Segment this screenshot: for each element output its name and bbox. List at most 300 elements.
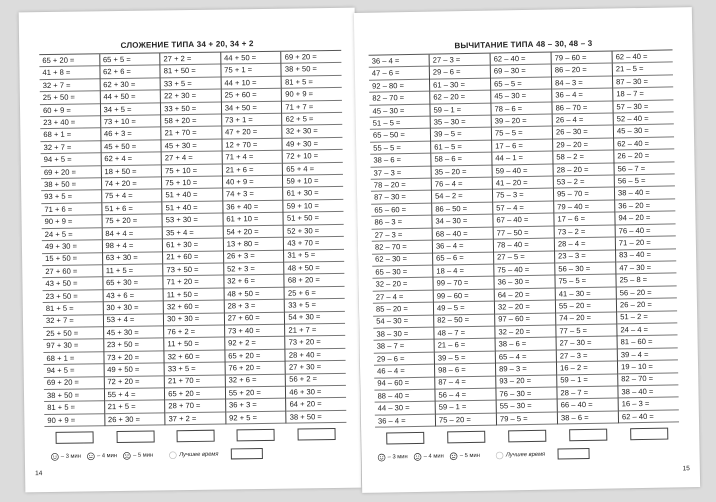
exercise-cell[interactable] — [614, 150, 674, 163]
exercise-cell[interactable] — [222, 151, 282, 164]
exercise-cell[interactable] — [555, 238, 615, 251]
exercise-cell[interactable] — [100, 53, 160, 66]
exercise-cell[interactable] — [285, 311, 345, 324]
exercise-cell[interactable] — [100, 66, 160, 79]
exercise-cell[interactable] — [494, 239, 554, 252]
exercise-cell[interactable] — [492, 152, 552, 165]
exercise-cell[interactable] — [435, 364, 495, 377]
best-time-box[interactable] — [230, 448, 262, 459]
exercise-cell[interactable] — [373, 328, 433, 341]
exercise-cell[interactable] — [221, 77, 281, 90]
exercise-cell[interactable] — [284, 237, 344, 250]
exercise-cell[interactable] — [372, 241, 432, 254]
exercise-cell[interactable] — [369, 55, 429, 68]
exercise-cell[interactable] — [163, 226, 223, 239]
exercise-cell[interactable] — [430, 66, 490, 79]
exercise-cell[interactable] — [374, 377, 434, 390]
exercise-cell[interactable] — [615, 187, 675, 200]
exercise-cell[interactable] — [282, 63, 342, 76]
exercise-cell[interactable] — [164, 338, 224, 351]
exercise-cell[interactable] — [616, 274, 676, 287]
exercise-cell[interactable] — [556, 300, 616, 313]
exercise-cell[interactable] — [222, 101, 282, 114]
exercise-cell[interactable] — [618, 385, 678, 398]
exercise-cell[interactable] — [616, 224, 676, 237]
exercise-cell[interactable] — [615, 199, 675, 212]
exercise-cell[interactable] — [375, 402, 435, 415]
exercise-cell[interactable] — [496, 363, 556, 376]
exercise-cell[interactable] — [283, 175, 343, 188]
exercise-cell[interactable] — [554, 163, 614, 176]
time-answer-box[interactable] — [569, 429, 607, 442]
exercise-cell[interactable] — [43, 302, 103, 315]
exercise-cell[interactable] — [101, 128, 161, 141]
exercise-cell[interactable] — [436, 413, 496, 426]
exercise-cell[interactable] — [225, 325, 285, 338]
time-answer-box[interactable] — [508, 430, 546, 443]
exercise-cell[interactable] — [374, 365, 434, 378]
exercise-cell[interactable] — [286, 349, 346, 362]
exercise-cell[interactable] — [225, 337, 285, 350]
exercise-cell[interactable] — [165, 400, 225, 413]
exercise-cell[interactable] — [436, 401, 496, 414]
exercise-cell[interactable] — [494, 226, 554, 239]
exercise-cell[interactable] — [614, 162, 674, 175]
exercise-cell[interactable] — [163, 214, 223, 227]
exercise-cell[interactable] — [42, 240, 102, 253]
exercise-cell[interactable] — [226, 374, 286, 387]
exercise-cell[interactable] — [555, 225, 615, 238]
exercise-cell[interactable] — [496, 375, 556, 388]
exercise-cell[interactable] — [432, 215, 492, 228]
exercise-cell[interactable] — [225, 312, 285, 325]
exercise-cell[interactable] — [165, 375, 225, 388]
exercise-cell[interactable] — [614, 137, 674, 150]
exercise-cell[interactable] — [370, 154, 430, 167]
exercise-cell[interactable] — [43, 290, 103, 303]
exercise-cell[interactable] — [102, 239, 162, 252]
exercise-cell[interactable] — [618, 373, 678, 386]
exercise-cell[interactable] — [554, 188, 614, 201]
exercise-cell[interactable] — [433, 264, 493, 277]
exercise-cell[interactable] — [369, 92, 429, 105]
exercise-cell[interactable] — [617, 286, 677, 299]
exercise-cell[interactable] — [221, 52, 281, 65]
exercise-cell[interactable] — [105, 401, 165, 414]
exercise-cell[interactable] — [41, 191, 101, 204]
exercise-cell[interactable] — [224, 263, 284, 276]
exercise-cell[interactable] — [102, 177, 162, 190]
exercise-cell[interactable] — [435, 339, 495, 352]
exercise-cell[interactable] — [40, 116, 100, 129]
exercise-cell[interactable] — [496, 338, 556, 351]
exercise-cell[interactable] — [497, 412, 557, 425]
exercise-cell[interactable] — [104, 339, 164, 352]
exercise-cell[interactable] — [102, 215, 162, 228]
exercise-cell[interactable] — [371, 179, 431, 192]
exercise-cell[interactable] — [39, 54, 99, 67]
exercise-cell[interactable] — [434, 314, 494, 327]
exercise-cell[interactable] — [557, 362, 617, 375]
exercise-cell[interactable] — [41, 203, 101, 216]
exercise-cell[interactable] — [282, 88, 342, 101]
exercise-cell[interactable] — [619, 398, 679, 411]
exercise-cell[interactable] — [226, 399, 286, 412]
exercise-cell[interactable] — [555, 275, 615, 288]
exercise-cell[interactable] — [161, 115, 221, 128]
exercise-cell[interactable] — [495, 288, 555, 301]
exercise-cell[interactable] — [430, 54, 490, 67]
exercise-cell[interactable] — [285, 299, 345, 312]
exercise-cell[interactable] — [619, 410, 679, 423]
exercise-cell[interactable] — [284, 225, 344, 238]
exercise-cell[interactable] — [434, 289, 494, 302]
exercise-cell[interactable] — [165, 363, 225, 376]
exercise-cell[interactable] — [41, 166, 101, 179]
exercise-cell[interactable] — [39, 67, 99, 80]
exercise-cell[interactable] — [43, 352, 103, 365]
exercise-cell[interactable] — [430, 78, 490, 91]
exercise-cell[interactable] — [554, 200, 614, 213]
exercise-cell[interactable] — [432, 178, 492, 191]
exercise-cell[interactable] — [613, 100, 673, 113]
exercise-cell[interactable] — [164, 313, 224, 326]
exercise-cell[interactable] — [495, 325, 555, 338]
exercise-cell[interactable] — [222, 126, 282, 139]
exercise-cell[interactable] — [285, 324, 345, 337]
exercise-cell[interactable] — [102, 227, 162, 240]
exercise-cell[interactable] — [105, 413, 165, 426]
exercise-cell[interactable] — [285, 287, 345, 300]
exercise-cell[interactable] — [371, 216, 431, 229]
exercise-cell[interactable] — [373, 315, 433, 328]
exercise-cell[interactable] — [434, 327, 494, 340]
exercise-cell[interactable] — [225, 362, 285, 375]
time-answer-box[interactable] — [447, 431, 485, 444]
exercise-cell[interactable] — [497, 400, 557, 413]
exercise-cell[interactable] — [431, 116, 491, 129]
exercise-cell[interactable] — [286, 361, 346, 374]
exercise-cell[interactable] — [40, 104, 100, 117]
exercise-cell[interactable] — [42, 265, 102, 278]
exercise-cell[interactable] — [101, 153, 161, 166]
exercise-cell[interactable] — [104, 364, 164, 377]
exercise-cell[interactable] — [285, 262, 345, 275]
exercise-cell[interactable] — [553, 114, 613, 127]
exercise-cell[interactable] — [433, 227, 493, 240]
exercise-cell[interactable] — [372, 228, 432, 241]
exercise-cell[interactable] — [104, 326, 164, 339]
exercise-cell[interactable] — [552, 51, 612, 64]
time-answer-box[interactable] — [116, 431, 154, 444]
exercise-cell[interactable] — [41, 178, 101, 191]
exercise-cell[interactable] — [103, 252, 163, 265]
exercise-cell[interactable] — [226, 387, 286, 400]
exercise-cell[interactable] — [552, 76, 612, 89]
exercise-cell[interactable] — [435, 376, 495, 389]
exercise-cell[interactable] — [432, 165, 492, 178]
exercise-cell[interactable] — [44, 414, 104, 427]
exercise-cell[interactable] — [371, 166, 431, 179]
exercise-cell[interactable] — [105, 388, 165, 401]
exercise-cell[interactable] — [222, 114, 282, 127]
exercise-cell[interactable] — [558, 411, 618, 424]
exercise-cell[interactable] — [42, 278, 102, 291]
exercise-cell[interactable] — [369, 79, 429, 92]
exercise-cell[interactable] — [617, 311, 677, 324]
exercise-cell[interactable] — [43, 315, 103, 328]
exercise-cell[interactable] — [284, 249, 344, 262]
exercise-cell[interactable] — [616, 261, 676, 274]
exercise-cell[interactable] — [492, 127, 552, 140]
exercise-cell[interactable] — [554, 213, 614, 226]
exercise-cell[interactable] — [283, 125, 343, 138]
exercise-cell[interactable] — [491, 53, 551, 66]
exercise-cell[interactable] — [284, 200, 344, 213]
exercise-cell[interactable] — [165, 350, 225, 363]
exercise-cell[interactable] — [282, 51, 342, 64]
exercise-cell[interactable] — [370, 129, 430, 142]
exercise-cell[interactable] — [164, 301, 224, 314]
exercise-cell[interactable] — [226, 411, 286, 424]
exercise-cell[interactable] — [285, 274, 345, 287]
exercise-cell[interactable] — [221, 64, 281, 77]
exercise-cell[interactable] — [224, 287, 284, 300]
exercise-cell[interactable] — [373, 303, 433, 316]
exercise-cell[interactable] — [372, 278, 432, 291]
exercise-cell[interactable] — [494, 251, 554, 264]
exercise-cell[interactable] — [617, 323, 677, 336]
exercise-cell[interactable] — [552, 101, 612, 114]
exercise-cell[interactable] — [224, 275, 284, 288]
exercise-cell[interactable] — [493, 177, 553, 190]
exercise-cell[interactable] — [103, 302, 163, 315]
exercise-cell[interactable] — [103, 277, 163, 290]
exercise-cell[interactable] — [101, 165, 161, 178]
exercise-cell[interactable] — [162, 152, 222, 165]
exercise-cell[interactable] — [613, 50, 673, 63]
exercise-cell[interactable] — [431, 153, 491, 166]
exercise-cell[interactable] — [223, 213, 283, 226]
exercise-cell[interactable] — [553, 151, 613, 164]
exercise-cell[interactable] — [284, 212, 344, 225]
exercise-cell[interactable] — [615, 212, 675, 225]
exercise-cell[interactable] — [42, 216, 102, 229]
exercise-cell[interactable] — [614, 112, 674, 125]
exercise-cell[interactable] — [223, 225, 283, 238]
exercise-cell[interactable] — [165, 412, 225, 425]
exercise-cell[interactable] — [162, 139, 222, 152]
time-answer-box[interactable] — [177, 430, 215, 443]
exercise-cell[interactable] — [493, 189, 553, 202]
exercise-cell[interactable] — [164, 325, 224, 338]
exercise-cell[interactable] — [615, 174, 675, 187]
exercise-cell[interactable] — [369, 67, 429, 80]
exercise-cell[interactable] — [162, 189, 222, 202]
exercise-cell[interactable] — [283, 138, 343, 151]
exercise-cell[interactable] — [286, 373, 346, 386]
exercise-cell[interactable] — [432, 190, 492, 203]
exercise-cell[interactable] — [373, 290, 433, 303]
exercise-cell[interactable] — [431, 128, 491, 141]
exercise-cell[interactable] — [433, 252, 493, 265]
exercise-cell[interactable] — [161, 90, 221, 103]
exercise-cell[interactable] — [103, 264, 163, 277]
exercise-cell[interactable] — [495, 313, 555, 326]
exercise-cell[interactable] — [100, 91, 160, 104]
exercise-cell[interactable] — [40, 129, 100, 142]
exercise-cell[interactable] — [282, 100, 342, 113]
exercise-cell[interactable] — [100, 78, 160, 91]
exercise-cell[interactable] — [433, 277, 493, 290]
exercise-cell[interactable] — [496, 387, 556, 400]
exercise-cell[interactable] — [491, 90, 551, 103]
exercise-cell[interactable] — [163, 263, 223, 276]
exercise-cell[interactable] — [613, 88, 673, 101]
exercise-cell[interactable] — [163, 251, 223, 264]
exercise-cell[interactable] — [616, 236, 676, 249]
exercise-cell[interactable] — [433, 240, 493, 253]
exercise-cell[interactable] — [491, 77, 551, 90]
exercise-cell[interactable] — [283, 163, 343, 176]
exercise-cell[interactable] — [552, 89, 612, 102]
exercise-cell[interactable] — [618, 361, 678, 374]
exercise-cell[interactable] — [491, 65, 551, 78]
exercise-cell[interactable] — [224, 300, 284, 313]
exercise-cell[interactable] — [494, 263, 554, 276]
time-answer-box[interactable] — [297, 428, 335, 441]
exercise-cell[interactable] — [430, 103, 490, 116]
time-answer-box[interactable] — [630, 428, 668, 441]
exercise-cell[interactable] — [556, 312, 616, 325]
exercise-cell[interactable] — [618, 348, 678, 361]
exercise-cell[interactable] — [225, 349, 285, 362]
exercise-cell[interactable] — [223, 201, 283, 214]
exercise-cell[interactable] — [223, 176, 283, 189]
exercise-cell[interactable] — [163, 239, 223, 252]
best-time-box[interactable] — [557, 448, 589, 460]
exercise-cell[interactable] — [163, 201, 223, 214]
time-answer-box[interactable] — [237, 429, 275, 442]
exercise-cell[interactable] — [161, 77, 221, 90]
exercise-cell[interactable] — [556, 324, 616, 337]
exercise-cell[interactable] — [556, 287, 616, 300]
exercise-cell[interactable] — [371, 191, 431, 204]
exercise-cell[interactable] — [162, 164, 222, 177]
exercise-cell[interactable] — [435, 389, 495, 402]
exercise-cell[interactable] — [430, 91, 490, 104]
exercise-cell[interactable] — [222, 139, 282, 152]
exercise-cell[interactable] — [555, 250, 615, 263]
exercise-cell[interactable] — [102, 202, 162, 215]
exercise-cell[interactable] — [287, 411, 347, 424]
exercise-cell[interactable] — [618, 336, 678, 349]
exercise-cell[interactable] — [372, 253, 432, 266]
exercise-cell[interactable] — [370, 117, 430, 130]
exercise-cell[interactable] — [557, 349, 617, 362]
exercise-cell[interactable] — [160, 53, 220, 66]
exercise-cell[interactable] — [40, 141, 100, 154]
exercise-cell[interactable] — [553, 138, 613, 151]
exercise-cell[interactable] — [616, 249, 676, 262]
exercise-cell[interactable] — [374, 352, 434, 365]
exercise-cell[interactable] — [558, 399, 618, 412]
exercise-cell[interactable] — [613, 75, 673, 88]
exercise-cell[interactable] — [283, 150, 343, 163]
exercise-cell[interactable] — [557, 337, 617, 350]
exercise-cell[interactable] — [43, 327, 103, 340]
time-answer-box[interactable] — [387, 432, 425, 445]
exercise-cell[interactable] — [493, 214, 553, 227]
exercise-cell[interactable] — [164, 288, 224, 301]
exercise-cell[interactable] — [161, 102, 221, 115]
exercise-cell[interactable] — [40, 91, 100, 104]
exercise-cell[interactable] — [224, 238, 284, 251]
exercise-cell[interactable] — [374, 340, 434, 353]
exercise-cell[interactable] — [104, 376, 164, 389]
exercise-cell[interactable] — [103, 289, 163, 302]
exercise-cell[interactable] — [164, 276, 224, 289]
exercise-cell[interactable] — [617, 299, 677, 312]
exercise-cell[interactable] — [375, 414, 435, 427]
exercise-cell[interactable] — [371, 204, 431, 217]
exercise-cell[interactable] — [492, 139, 552, 152]
exercise-cell[interactable] — [44, 402, 104, 415]
exercise-cell[interactable] — [161, 127, 221, 140]
exercise-cell[interactable] — [282, 113, 342, 126]
exercise-cell[interactable] — [372, 266, 432, 279]
exercise-cell[interactable] — [286, 336, 346, 349]
exercise-cell[interactable] — [434, 302, 494, 315]
exercise-cell[interactable] — [282, 76, 342, 89]
exercise-cell[interactable] — [494, 276, 554, 289]
exercise-cell[interactable] — [557, 386, 617, 399]
exercise-cell[interactable] — [42, 253, 102, 266]
exercise-cell[interactable] — [495, 301, 555, 314]
exercise-cell[interactable] — [42, 228, 102, 241]
exercise-cell[interactable] — [223, 188, 283, 201]
exercise-cell[interactable] — [44, 377, 104, 390]
exercise-cell[interactable] — [224, 250, 284, 263]
exercise-cell[interactable] — [44, 389, 104, 402]
exercise-cell[interactable] — [104, 351, 164, 364]
exercise-cell[interactable] — [557, 374, 617, 387]
exercise-cell[interactable] — [101, 115, 161, 128]
exercise-cell[interactable] — [370, 142, 430, 155]
time-answer-box[interactable] — [56, 431, 94, 444]
exercise-cell[interactable] — [286, 398, 346, 411]
exercise-cell[interactable] — [553, 126, 613, 139]
exercise-cell[interactable] — [432, 202, 492, 215]
exercise-cell[interactable] — [103, 314, 163, 327]
exercise-cell[interactable] — [102, 190, 162, 203]
exercise-cell[interactable] — [492, 115, 552, 128]
exercise-cell[interactable] — [555, 262, 615, 275]
exercise-cell[interactable] — [493, 164, 553, 177]
exercise-cell[interactable] — [162, 177, 222, 190]
exercise-cell[interactable] — [369, 104, 429, 117]
exercise-cell[interactable] — [374, 390, 434, 403]
exercise-cell[interactable] — [40, 79, 100, 92]
exercise-cell[interactable] — [223, 163, 283, 176]
exercise-cell[interactable] — [613, 63, 673, 76]
exercise-cell[interactable] — [161, 65, 221, 78]
exercise-cell[interactable] — [614, 125, 674, 138]
exercise-cell[interactable] — [44, 364, 104, 377]
exercise-cell[interactable] — [493, 201, 553, 214]
exercise-cell[interactable] — [552, 64, 612, 77]
exercise-cell[interactable] — [435, 351, 495, 364]
